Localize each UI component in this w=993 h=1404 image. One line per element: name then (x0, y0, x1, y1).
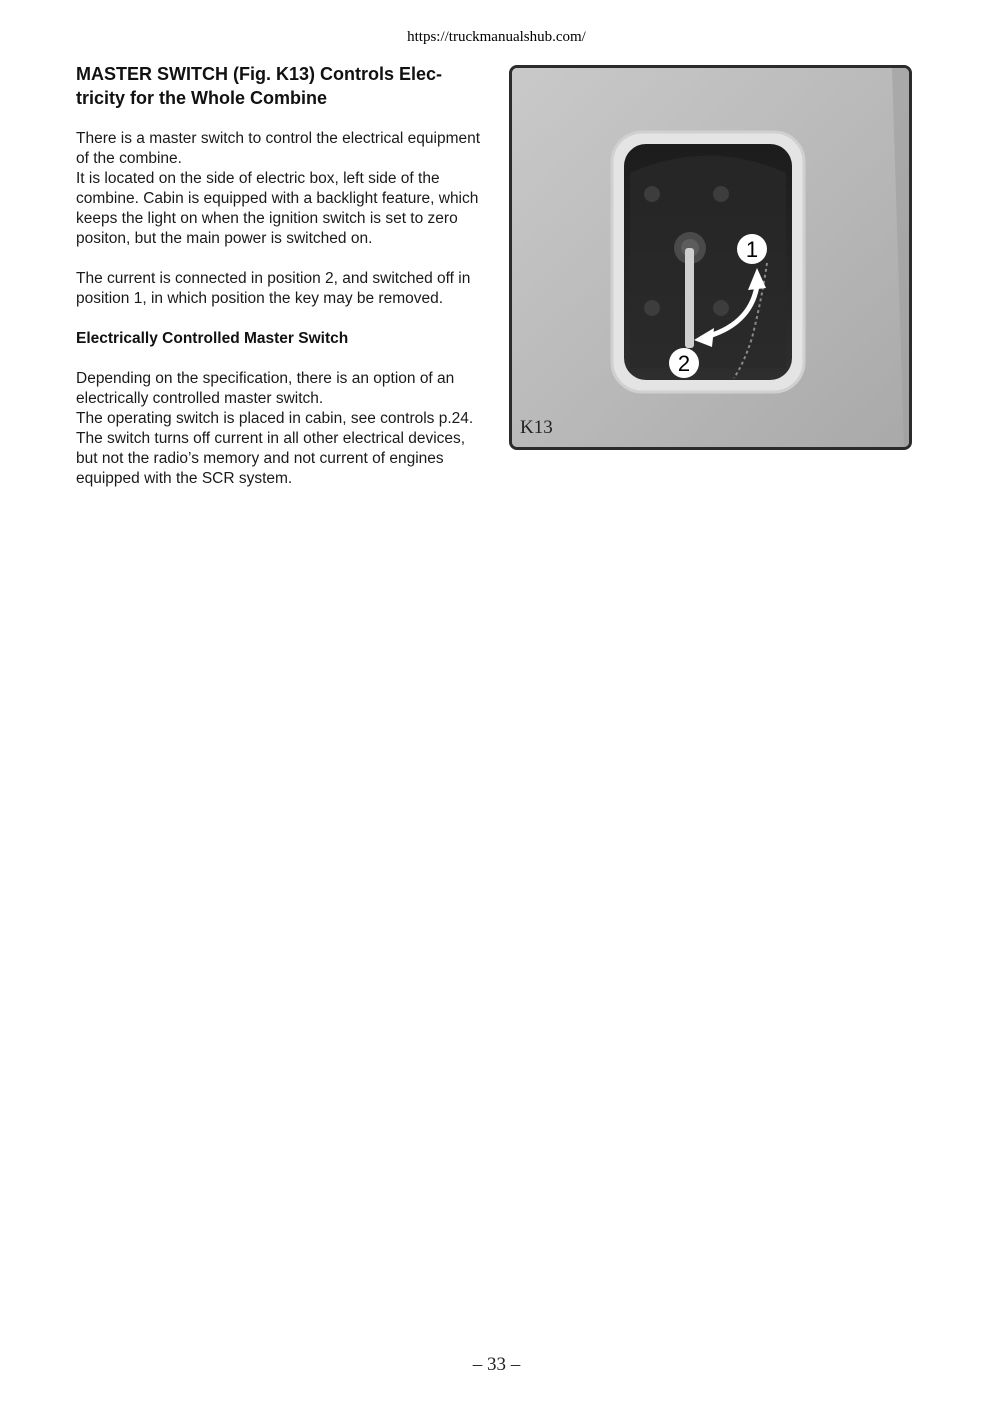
text-column (76, 62, 488, 489)
section-title-line-2: tricity for the Whole Combine (76, 88, 328, 108)
sub-paragraph-1: Depending on the specification, there is an option of an electrically controlled master switch. (76, 370, 455, 407)
callout-1: 1 (745, 237, 759, 262)
sub-paragraph-3: The switch turns off current in all other electrical devices, but not the radio’s memory and not current of engines equipped with the SCR system. (76, 430, 466, 487)
callout-2: 2 (677, 351, 691, 376)
subheading: Electrically Controlled Master Switch (76, 330, 349, 347)
figure-k13 (509, 65, 912, 450)
paragraph-2: It is located on the side of electric box, left side of the combine. Cabin is equipped with a backlight feature, which keeps the light on when the ignition switch is set to zero positon, but the main power is switched on. (76, 170, 479, 247)
master-switch-photo (512, 68, 909, 447)
section-title-line-1: MASTER SWITCH (Fig. K13) Controls Elec- (76, 64, 443, 84)
page-number: – 33 – (472, 1354, 521, 1375)
sub-paragraph-2: The operating switch is placed in cabin, see controls p.24. (76, 410, 474, 427)
section-title (76, 62, 488, 110)
paragraph-1: There is a master switch to control the electrical equipment of the combine. (76, 130, 481, 167)
header-url: https://truckmanualshub.com/ (407, 29, 586, 45)
figure-label: K13 (520, 417, 553, 438)
paragraph-3: The current is connected in position 2, and switched off in position 1, in which position the key may be removed. (76, 270, 471, 307)
